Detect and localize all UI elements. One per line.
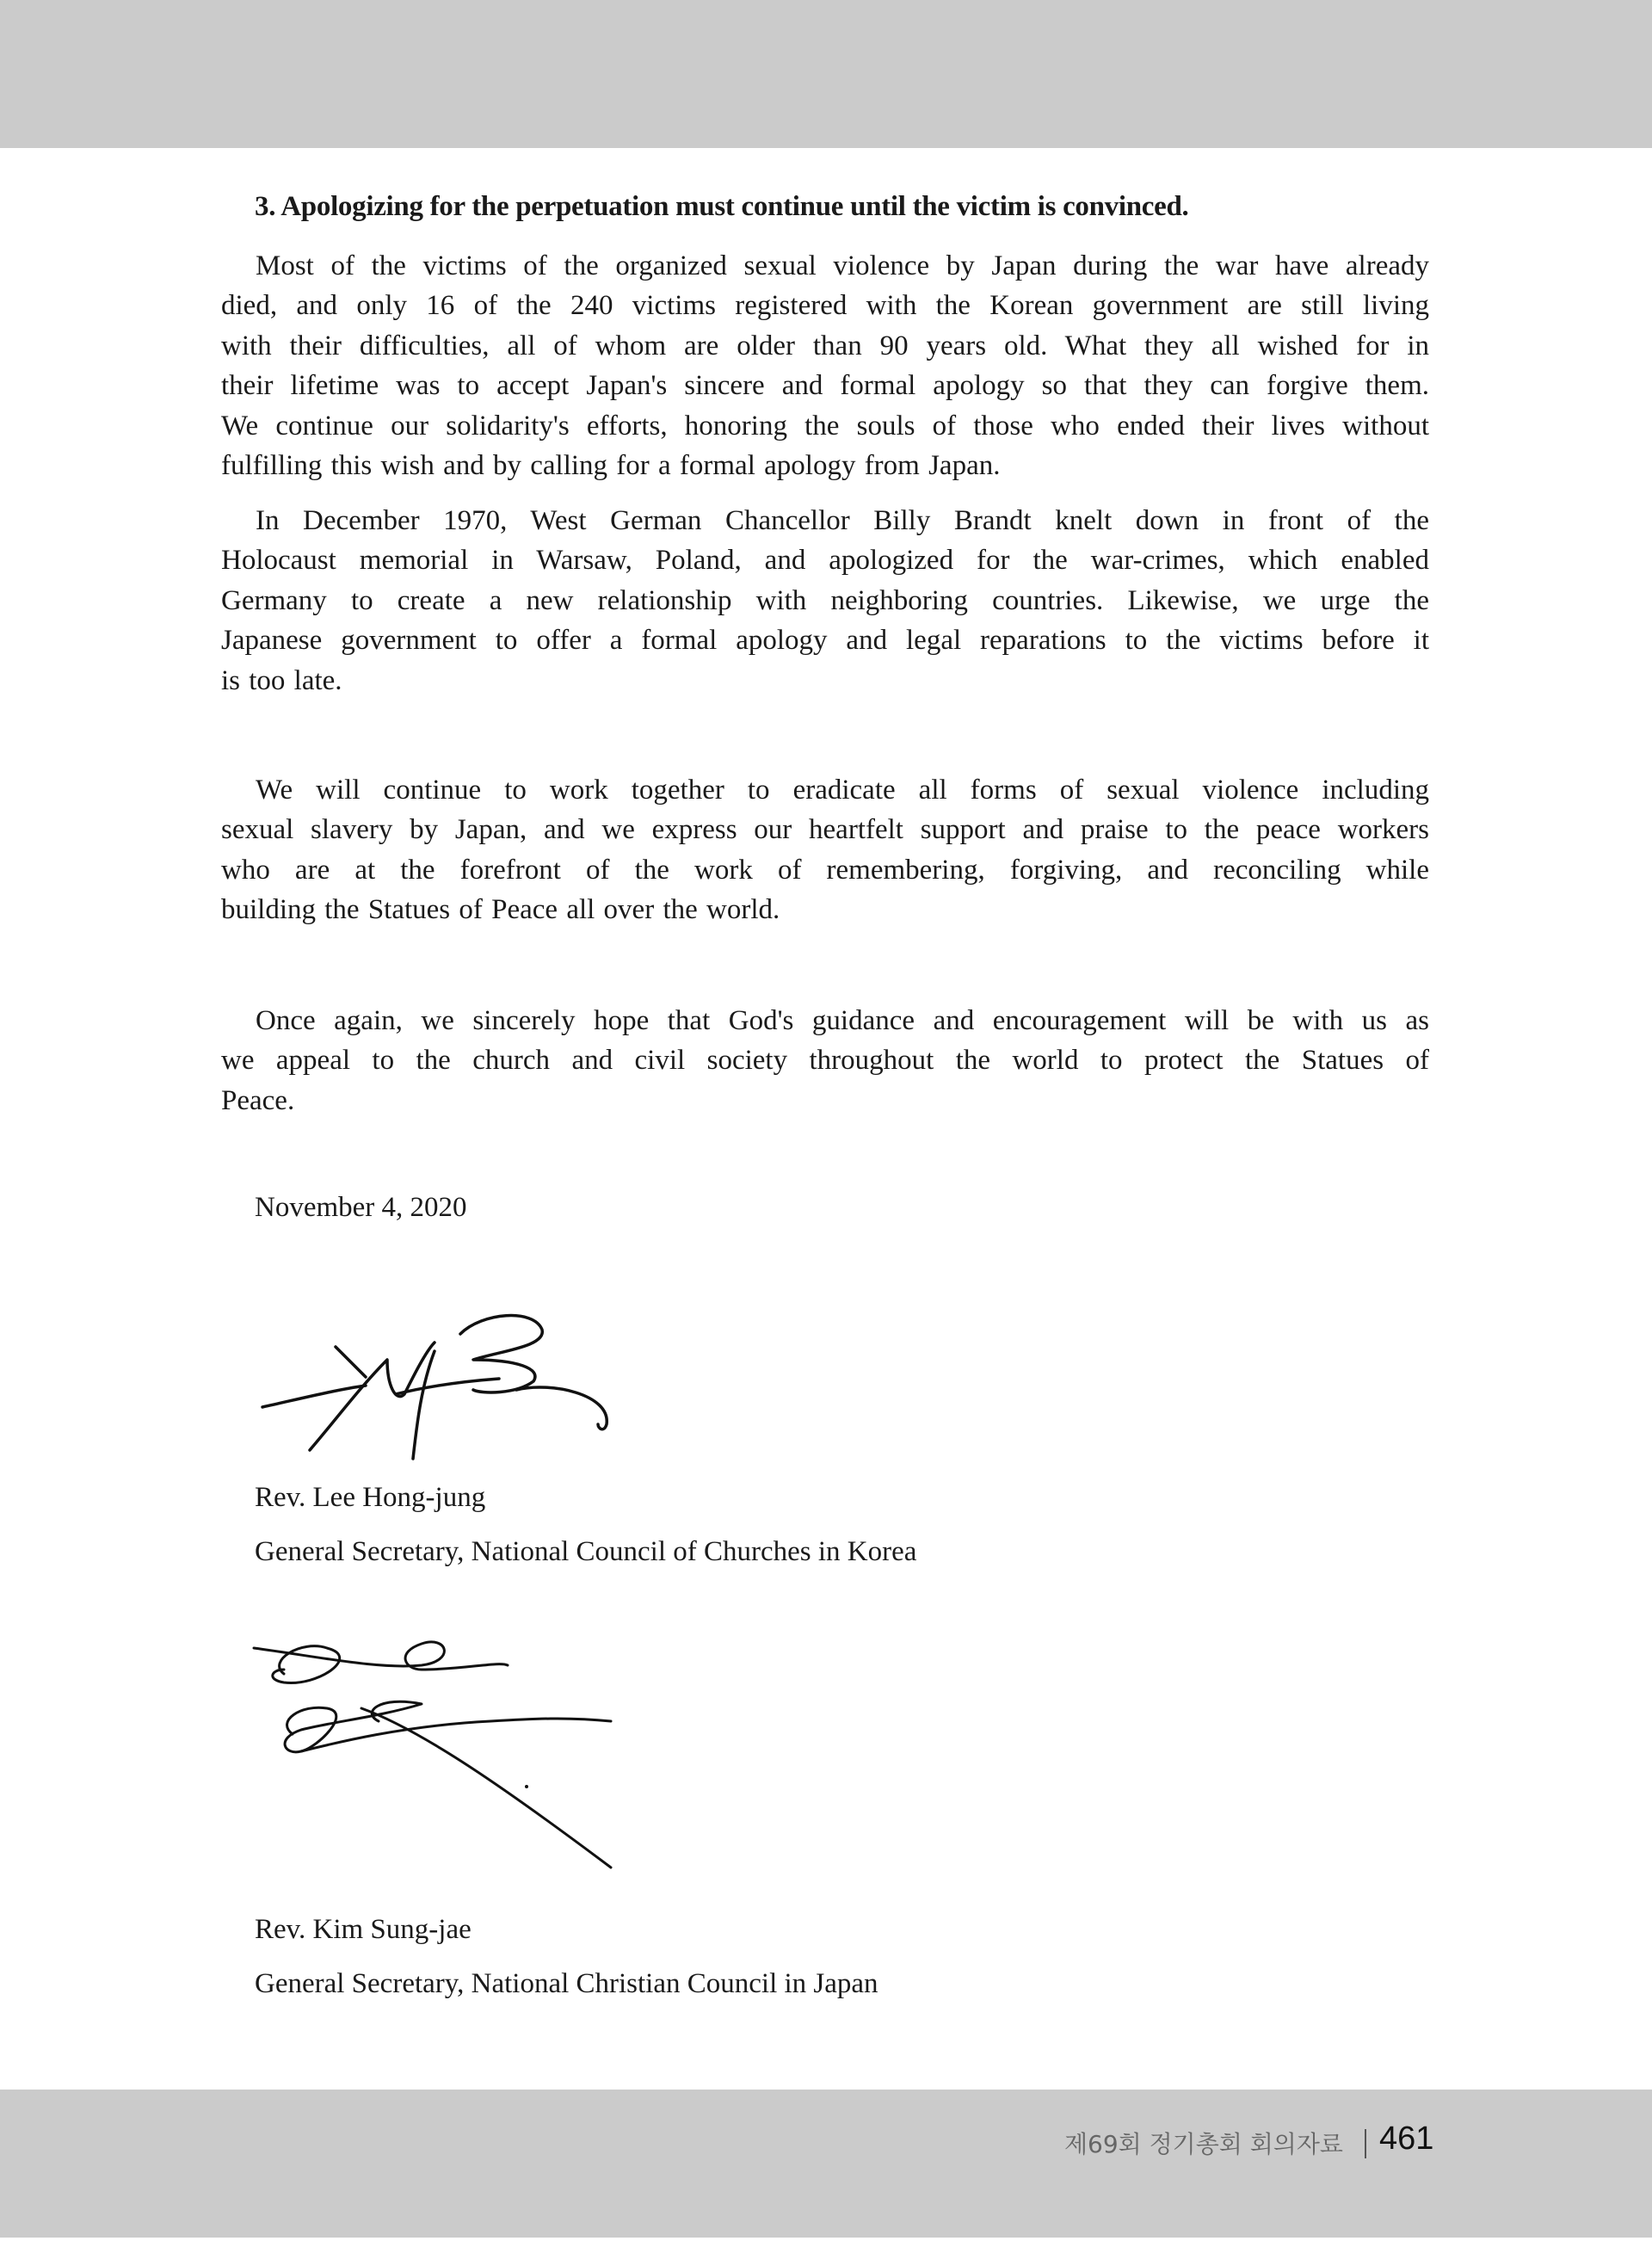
- text-line: sexual slavery by Japan, and we express our heartfelt support and praise to the peace workers: [221, 814, 1429, 846]
- signatory-1-name: Rev. Lee Hong-jung: [255, 1482, 486, 1513]
- footer-band: [0, 2090, 1652, 2238]
- text-line: Germany to create a new relationship with neighboring countries. Likewise, we urge the: [221, 584, 1429, 616]
- section-heading: 3. Apologizing for the perpetuation must continue until the victim is convinced.: [255, 191, 1189, 222]
- text-line: We continue our solidarity's efforts, honoring the souls of those who ended their lives without: [221, 410, 1429, 441]
- footer-divider: [1365, 2129, 1366, 2158]
- header-band: [0, 0, 1652, 148]
- signatory-1-title: General Secretary, National Council of Churches in Korea: [255, 1536, 917, 1567]
- text-line: who are at the forefront of the work of remembering, forgiving, and reconciling while: [221, 854, 1429, 886]
- text-line: their lifetime was to accept Japan's sincere and formal apology so that they can forgive them.: [221, 370, 1429, 402]
- text-line: is too late.: [221, 664, 342, 696]
- page-number: 461: [1379, 2121, 1434, 2157]
- paragraph-4: [221, 1001, 1429, 1120]
- letter-date: November 4, 2020: [255, 1192, 467, 1223]
- text-line: Most of the victims of the organized sexual violence by Japan during the war have already: [256, 250, 1429, 281]
- paragraph-3: [221, 770, 1429, 930]
- footer-publication-title: 제69회 정기총회 회의자료: [1064, 2130, 1343, 2158]
- text-line: Holocaust memorial in Warsaw, Poland, and apologized for the war-crimes, which enabled: [221, 545, 1429, 577]
- text-line: Japanese government to offer a formal apology and legal reparations to the victims before it: [221, 625, 1429, 657]
- text-line: fulfilling this wish and by calling for a formal apology from Japan.: [221, 449, 1001, 481]
- text-line: Peace.: [221, 1084, 295, 1116]
- paragraph-1: [221, 246, 1429, 485]
- text-line: died, and only 16 of the 240 victims registered with the Korean government are still living: [221, 290, 1429, 322]
- signatory-2-name: Rev. Kim Sung-jae: [255, 1914, 472, 1945]
- signatory-2-title: General Secretary, National Christian Council in Japan: [255, 1968, 878, 1999]
- text-line: In December 1970, West German Chancellor Billy Brandt knelt down in front of the: [256, 505, 1429, 536]
- paragraph-2: [221, 501, 1429, 701]
- text-line: Once again, we sincerely hope that God's guidance and encouragement will be with us as: [256, 1005, 1429, 1036]
- text-line: we appeal to the church and civil society throughout the world to protect the Statues of: [221, 1045, 1429, 1077]
- signature-lee-image: [258, 1300, 620, 1463]
- signature-kim-image: [250, 1601, 620, 1889]
- text-line: building the Statues of Peace all over the world.: [221, 894, 780, 926]
- text-line: with their difficulties, all of whom are older than 90 years old. What they all wished for in: [221, 330, 1429, 361]
- text-line: We will continue to work together to eradicate all forms of sexual violence including: [256, 775, 1429, 806]
